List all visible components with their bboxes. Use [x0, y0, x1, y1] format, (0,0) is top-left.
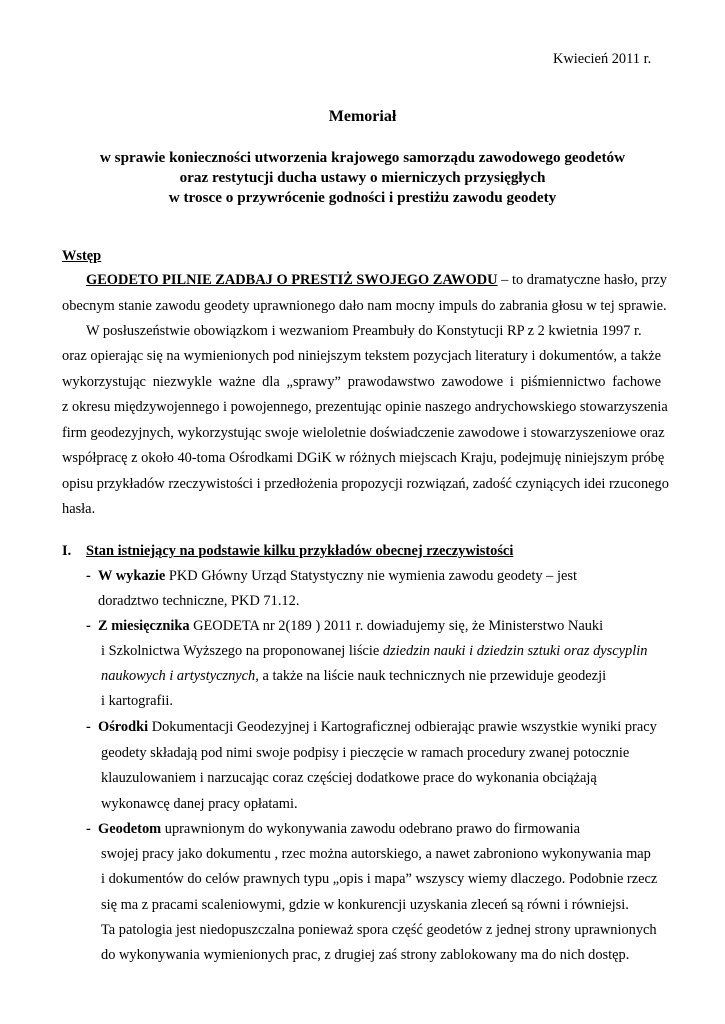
section1-number: I. — [62, 543, 72, 559]
subtitle-line-3: w trosce o przywrócenie godności i prestiżu zawodu geodety — [168, 189, 557, 206]
item-miesiecznik-line-1: - Z miesięcznika GEODETA nr 2(189 ) 2011 r. dowiadujemy się, że Ministerstwo Nauki — [86, 618, 604, 634]
intro-p2-line-7: opisu przykładów rzeczywistości i przedłożenia propozycji rozwiązań, zadość czyniących idei rzuconego — [62, 476, 669, 492]
item-osrodki-line-2: geodety składają pod nimi swoje podpisy i pieczęcie w ramach procedury zwanej potocznie — [101, 745, 630, 761]
intro-p2-line-8: hasła. — [62, 501, 96, 517]
subtitle-line-2: oraz restytucji ducha ustawy o mierniczych przysięgłych — [179, 169, 546, 186]
item-miesiecznik-line-4: i kartografii. — [101, 693, 173, 709]
section1-heading: Stan istniejący na podstawie kilku przykładów obecnej rzeczywistości — [86, 543, 514, 559]
intro-p2-line-2: oraz opierając się na wymienionych pod niniejszym tekstem pozycjach literatury i dokumentów, a także — [62, 348, 661, 364]
intro-p2-line-3: wykorzystując niezwykle ważne dla „sprawy” prawodawstwo zawodowe i piśmiennictwo fachowe — [62, 374, 661, 390]
intro-p2-line-5: firm geodezyjnych, wykorzystując swoje wieloletnie doświadczenie zawodowe i stowarzyszeniowe oraz — [62, 425, 665, 441]
item-geodetom-line-6: do wykonywania wymienionych prac, z drugiej zaś strony zablokowany ma do nich dostęp. — [101, 947, 630, 963]
item-miesiecznik-line-2: i Szkolnictwa Wyższego na proponowanej liście dziedzin nauki i dziedzin sztuki oraz dyscyplin — [101, 643, 648, 659]
item-geodetom-line-1: - Geodetom uprawnionym do wykonywania zawodu odebrano prawo do firmowania — [86, 821, 580, 837]
intro-p2-line-4: z okresu międzywojennego i powojennego, prezentując opinie naszego andrychowskiego stowarzyszenia — [62, 399, 668, 415]
item-geodetom-line-5: Ta patologia jest niedopuszczalna ponieważ spora część geodetów z jednej strony uprawnionych — [101, 922, 657, 938]
item-miesiecznik-line-3: naukowych i artystycznych, a także na liście nauk technicznych nie przewiduje geodezji — [101, 668, 607, 684]
item-osrodki-line-1: - Ośrodki Dokumentacji Geodezyjnej i Kartograficznej odbierając prawie wszystkie wyniki pracy — [86, 719, 657, 735]
item-osrodki-line-3: klauzulowaniem i narzucając coraz częściej dodatkowe prace do wykonania obciążają — [101, 770, 597, 786]
intro-heading: Wstęp — [62, 248, 102, 264]
subtitle-line-1: w sprawie konieczności utworzenia krajowego samorządu zawodowego geodetów — [99, 149, 626, 166]
document-date: Kwiecień 2011 r. — [553, 51, 652, 67]
intro-line-1: GEODETO PILNIE ZADBAJ O PRESTIŻ SWOJEGO ZAWODU – to dramatyczne hasło, przy — [86, 272, 667, 288]
intro-p2-line-6: współpracę z około 40-toma Ośrodkami DGiK w różnych miejscach Kraju, podejmuję niniejszym próbę — [62, 450, 665, 466]
item-geodetom-line-3: i dokumentów do celów prawnych typu „opis i mapa” wszyscy wiemy dlaczego. Podobnie rzecz — [101, 871, 658, 887]
item-wykaz-line-1: - W wykazie PKD Główny Urząd Statystyczny nie wymienia zawodu geodety – jest — [86, 568, 577, 584]
item-osrodki-line-4: wykonawcę danej pracy opłatami. — [101, 796, 298, 812]
document-title: Memoriał — [328, 108, 397, 125]
item-geodetom-line-4: się ma z pracami scaleniowymi, gdzie w konkurencji uzyskania zleceń są równi i równiejsi. — [101, 897, 629, 913]
intro-slogan: GEODETO PILNIE ZADBAJ O PRESTIŻ SWOJEGO ZAWODU — [86, 272, 498, 288]
intro-p2-line-1: W posłuszeństwie obowiązkom i wezwaniom Preambuły do Konstytucji RP z 2 kwietnia 1997 r. — [86, 323, 642, 339]
intro-line-2: obecnym stanie zawodu geodety uprawnionego dało nam mocny impuls do zabrania głosu w tej sprawie. — [62, 298, 667, 314]
item-geodetom-line-2: swojej pracy jako dokumentu , rzec można autorskiego, a nawet zabroniono wykonywania map — [101, 846, 651, 862]
item-wykaz-line-2: doradztwo techniczne, PKD 71.12. — [98, 593, 300, 609]
